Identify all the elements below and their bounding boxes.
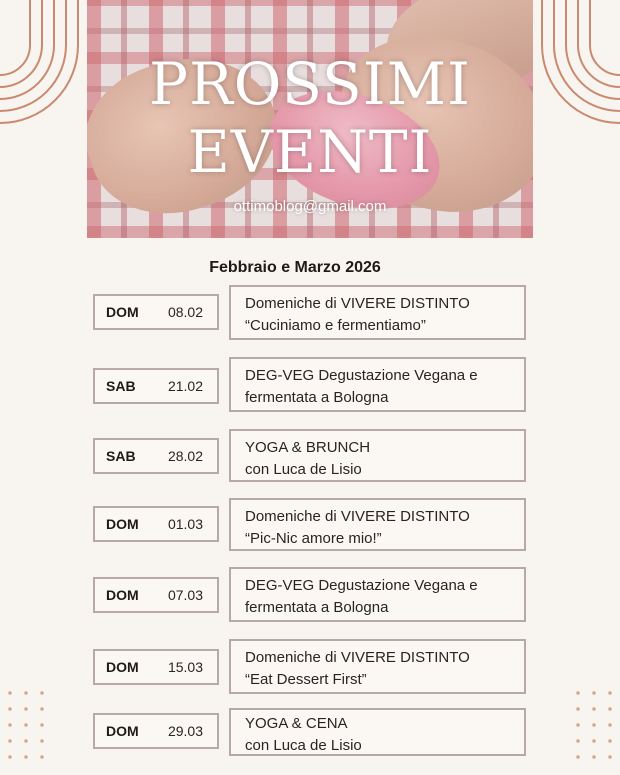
event-detail: fermentata a Bologna: [245, 599, 389, 616]
event-day: DOM: [106, 304, 139, 320]
event-date-box: [93, 506, 219, 542]
hero-title-line1: PROSSIMI: [149, 50, 471, 118]
event-date-box: [93, 713, 219, 749]
event-day: DOM: [106, 516, 139, 532]
event-title: DEG-VEG Degustazione Vegana e: [245, 367, 478, 384]
event-date: 07.03: [167, 587, 203, 603]
event-description-box: [229, 639, 526, 694]
decorative-arcs-left: [0, 0, 82, 125]
event-day: SAB: [106, 378, 136, 394]
event-date: 28.02: [167, 448, 203, 464]
event-description-box: [229, 708, 526, 756]
decorative-dots-right: [572, 685, 616, 775]
event-day: DOM: [106, 659, 139, 675]
event-title: Domeniche di VIVERE DISTINTO: [245, 649, 470, 666]
event-title: YOGA & BRUNCH: [245, 439, 371, 456]
event-detail: “Eat Dessert First”: [245, 671, 367, 688]
event-description-box: [229, 498, 526, 551]
event-date: 15.03: [167, 659, 203, 675]
event-description-box: [229, 285, 526, 340]
event-date: 29.03: [167, 723, 203, 739]
event-date-box: [93, 577, 219, 613]
contact-email: ottimoblog@gmail.com: [233, 198, 387, 215]
event-date: 21.02: [167, 378, 203, 394]
event-date: 08.02: [167, 304, 203, 320]
event-date: 01.03: [167, 516, 203, 532]
event-day: DOM: [106, 587, 139, 603]
hero-title-line2: EVENTI: [187, 118, 433, 186]
event-description-box: [229, 357, 526, 412]
event-date-box: [93, 368, 219, 404]
event-description-box: [229, 429, 526, 482]
event-detail: “Cuciniamo e fermentiamo”: [245, 317, 426, 334]
event-date-box: [93, 649, 219, 685]
event-title: YOGA & CENA: [245, 715, 348, 732]
period-subtitle: Febbraio e Marzo 2026: [209, 259, 381, 276]
event-date-box: [93, 438, 219, 474]
event-detail: “Pic-Nic amore mio!”: [245, 530, 382, 547]
event-detail: con Luca de Lisio: [245, 737, 362, 754]
event-day: DOM: [106, 723, 139, 739]
decorative-dots-left: [4, 685, 48, 775]
event-detail: fermentata a Bologna: [245, 389, 389, 406]
event-title: DEG-VEG Degustazione Vegana e: [245, 577, 478, 594]
event-title: Domeniche di VIVERE DISTINTO: [245, 508, 470, 525]
event-title: Domeniche di VIVERE DISTINTO: [245, 295, 470, 312]
event-description-box: [229, 567, 526, 622]
event-date-box: [93, 294, 219, 330]
hero-photo: [87, 0, 533, 238]
event-detail: con Luca de Lisio: [245, 461, 362, 478]
event-day: SAB: [106, 448, 136, 464]
decorative-arcs-right: [538, 0, 620, 125]
